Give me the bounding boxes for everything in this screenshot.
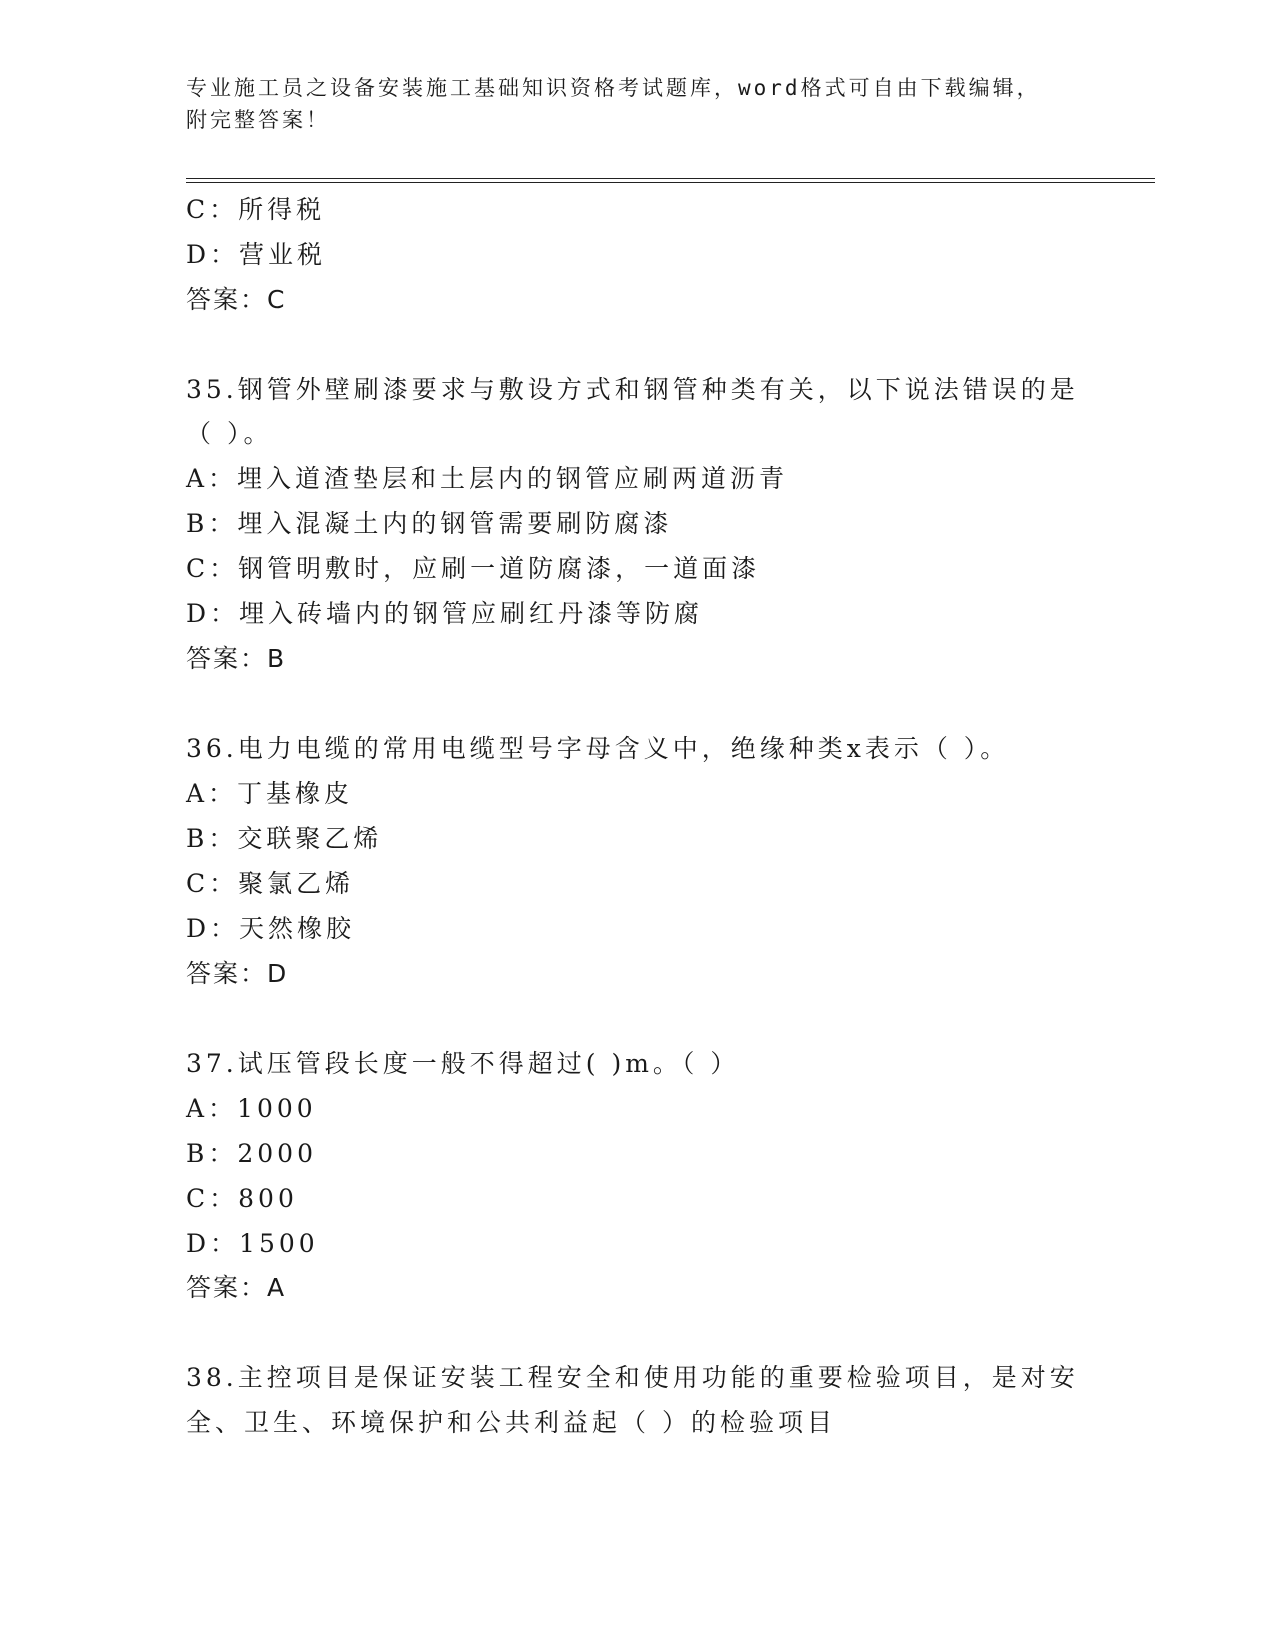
header-divider-bottom xyxy=(186,182,1155,183)
document-header xyxy=(186,72,1086,136)
question-35-answer: 答案：B xyxy=(186,644,287,673)
header-divider-top xyxy=(186,178,1155,179)
question-37-stem: 37.试压管段长度一般不得超过( )m。（ ） xyxy=(186,1049,740,1078)
question-35-stem-1: 35.钢管外壁刷漆要求与敷设方式和钢管种类有关，以下说法错误的是 xyxy=(186,375,1079,404)
question-35-option-d: D：埋入砖墙内的钢管应刷红丹漆等防腐 xyxy=(186,599,704,628)
header-line-2: 附完整答案！ xyxy=(186,108,330,132)
question-35-stem-2: （ ）。 xyxy=(186,419,273,448)
question-36-option-c: C：聚氯乙烯 xyxy=(186,869,355,898)
answer-line: 答案：C xyxy=(186,285,287,314)
question-37-option-d: D：1500 xyxy=(186,1229,319,1258)
question-37-answer: 答案：A xyxy=(186,1273,287,1302)
question-35-option-a: A：埋入道渣垫层和土层内的钢管应刷两道沥青 xyxy=(186,464,789,493)
header-line-1: 专业施工员之设备安装施工基础知识资格考试题库，word格式可自由下载编辑， xyxy=(186,76,1041,100)
option-d: D：营业税 xyxy=(186,240,327,269)
question-37-option-a: A：1000 xyxy=(186,1094,317,1123)
question-38-stem-1: 38.主控项目是保证安装工程安全和使用功能的重要检验项目，是对安 xyxy=(186,1363,1079,1392)
question-37-option-b: B：2000 xyxy=(186,1139,317,1168)
question-35-option-b: B：埋入混凝土内的钢管需要刷防腐漆 xyxy=(186,509,673,538)
option-c: C：所得税 xyxy=(186,195,326,224)
question-37-option-c: C：800 xyxy=(186,1184,298,1213)
question-35-option-c: C：钢管明敷时，应刷一道防腐漆，一道面漆 xyxy=(186,554,761,583)
question-36-option-a: A：丁基橡皮 xyxy=(186,779,354,808)
question-36-answer: 答案：D xyxy=(186,959,289,988)
question-36-option-d: D：天然橡胶 xyxy=(186,914,356,943)
question-38-stem-2: 全、卫生、环境保护和公共利益起（ ）的检验项目 xyxy=(186,1408,836,1437)
question-36-option-b: B：交联聚乙烯 xyxy=(186,824,383,853)
question-36-stem: 36.电力电缆的常用电缆型号字母含义中，绝缘种类x表示（ ）。 xyxy=(186,734,1010,763)
